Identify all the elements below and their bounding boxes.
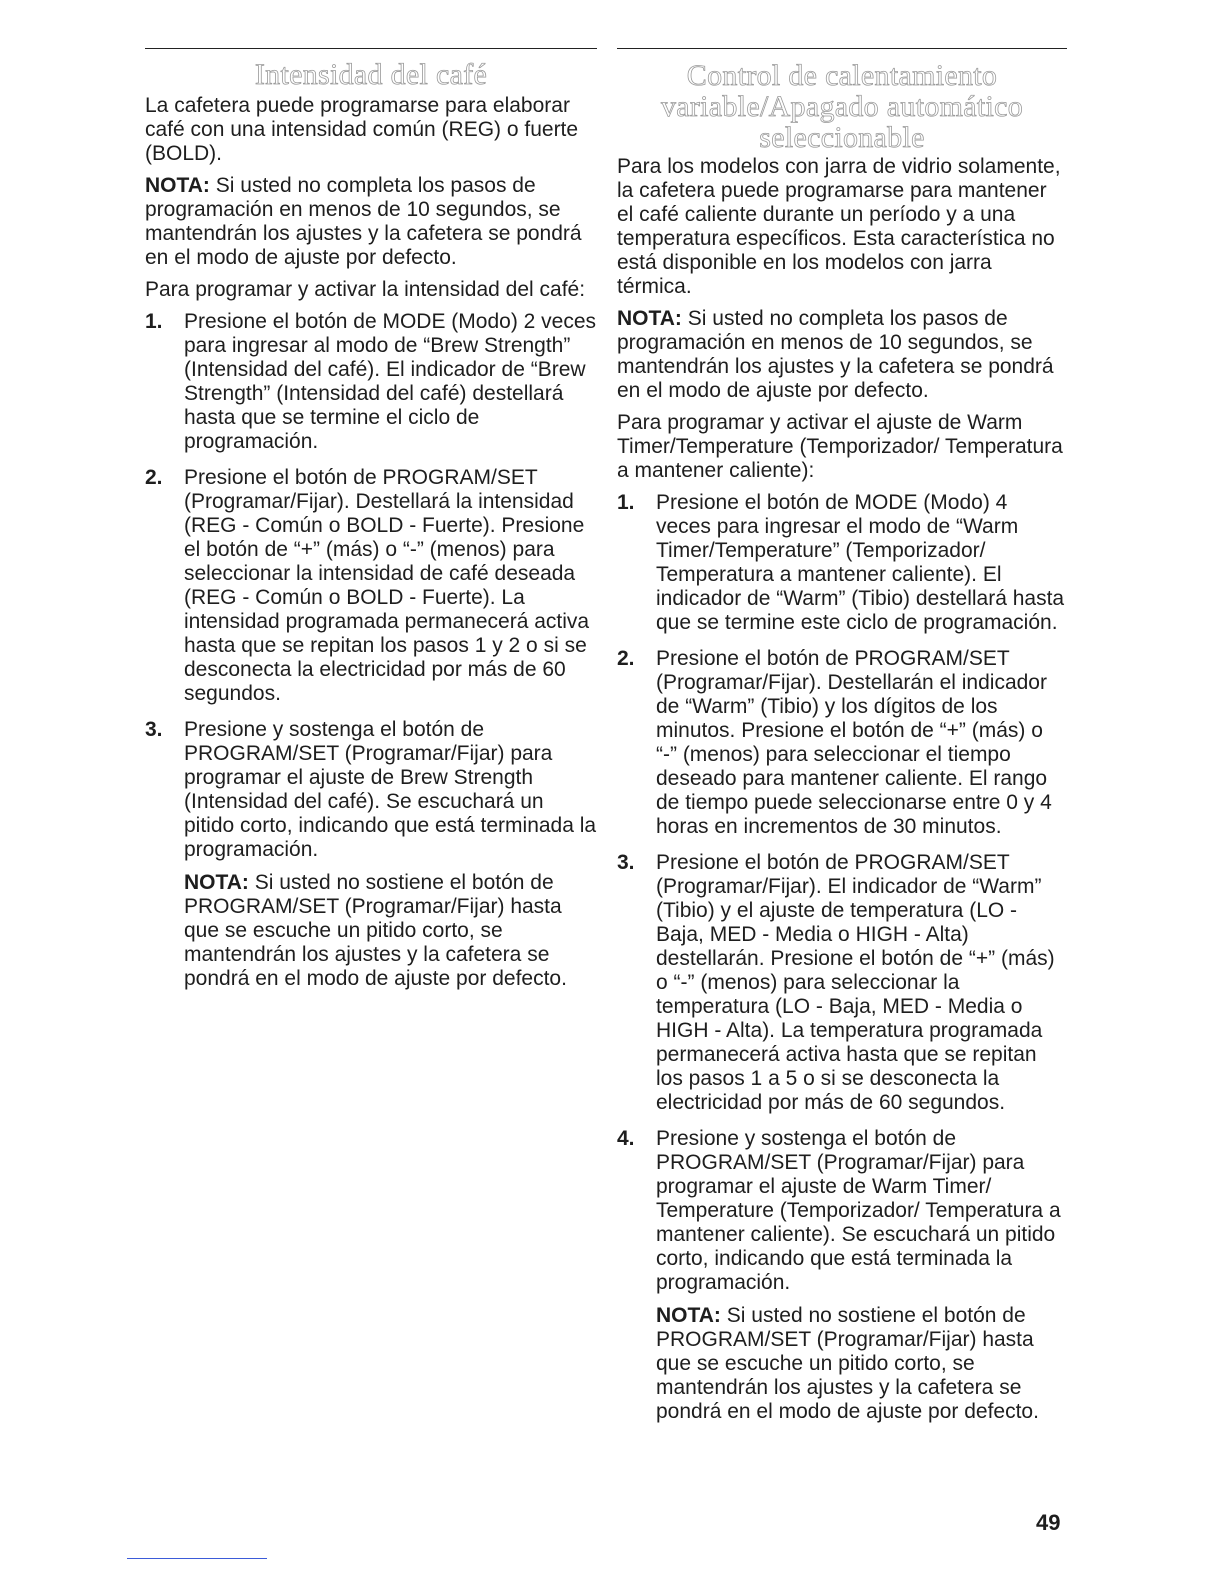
step-number: 1. bbox=[617, 491, 635, 514]
right-top-rule bbox=[617, 48, 1067, 49]
list-item bbox=[617, 1127, 1067, 1424]
step-text: Presione el botón de PROGRAM/SET (Programar/Fijar). Destellarán el indicador de “Warm” (Tibio) y los dígitos de los minutos. Presione el botón de “+” (más) o “-” (menos) para seleccionar el tiempo deseado para mantener caliente. El rango de tiempo puede seleccionarse entre 0 y 4 horas en incrementos de 30 minutos. bbox=[656, 647, 1052, 838]
step-text: Presione y sostenga el botón de PROGRAM/SET (Programar/Fijar) para programar el ajuste de Warm Timer/ Temperature (Temporizador/ Temperatura a mantener caliente). Se escuchará un pitido corto, indicando que está terminada la programación. bbox=[656, 1127, 1061, 1294]
step-text: Presione el botón de PROGRAM/SET (Programar/Fijar). El indicador de “Warm” (Tibio) y el ajuste de temperatura (LO - Baja, MED - Media o HIGH - Alta) destellarán. Presione el botón de “+” (más) o “-” (menos) para seleccionar la temperatura (LO - Baja, MED - Media o HIGH - Alta). La temperatura programada permanecerá activa hasta que se repitan los pasos 1 a 5 o si se desconecta la electricidad por más de 60 segundos. bbox=[656, 851, 1055, 1114]
step-text: Presione el botón de MODE (Modo) 4 veces para ingresar el modo de “Warm Timer/Temperature” (Temporizador/ Temperatura a mantener caliente). El indicador de “Warm” (Tibio) destellará hasta que se termine este ciclo de programación. bbox=[656, 491, 1065, 634]
step-number: 2. bbox=[145, 466, 163, 489]
step-text: Presione y sostenga el botón de PROGRAM/SET (Programar/Fijar) para programar el ajuste de Brew Strength (Intensidad del café). Se escuchará un pitido corto, indicando que está terminada la programación. bbox=[184, 718, 597, 861]
nota-label: NOTA: bbox=[184, 871, 249, 894]
left-section-heading: Intensidad del café bbox=[254, 58, 488, 91]
left-top-rule bbox=[145, 48, 597, 49]
list-item bbox=[145, 718, 597, 991]
step-number: 3. bbox=[145, 718, 163, 741]
left-lead-paragraph: Para programar y activar la intensidad del café: bbox=[145, 278, 586, 301]
right-intro-paragraph: Para los modelos con jarra de vidrio solamente, la cafetera puede programarse para mantener el café caliente durante un período y a una temperatura específicos. Esta característica no está disponible en los modelos con jarra térmica. bbox=[617, 155, 1061, 298]
right-steps-list bbox=[617, 491, 1067, 1424]
step-number: 2. bbox=[617, 647, 635, 670]
right-column bbox=[617, 48, 1067, 1436]
right-nota-paragraph bbox=[617, 307, 1067, 403]
nota-text: Si usted no sostiene el botón de PROGRAM/SET (Programar/Fijar) hasta que se escuche un pitido corto, se mantendrán los ajustes y la cafetera se pondrá en el modo de ajuste por defecto. bbox=[184, 871, 567, 990]
nota-text: Si usted no sostiene el botón de PROGRAM/SET (Programar/Fijar) hasta que se escuche un pitido corto, se mantendrán los ajustes y la cafetera se pondrá en el modo de ajuste por defecto. bbox=[656, 1304, 1039, 1423]
step-note bbox=[184, 871, 597, 991]
step-note bbox=[656, 1304, 1067, 1424]
heading-line: variable/Apagado automático bbox=[660, 90, 1024, 123]
left-nota-paragraph bbox=[145, 174, 597, 270]
nota-label: NOTA: bbox=[656, 1304, 721, 1327]
right-section-heading bbox=[617, 60, 1067, 153]
step-number: 3. bbox=[617, 851, 635, 874]
list-item bbox=[617, 851, 1067, 1115]
step-number: 1. bbox=[145, 310, 163, 333]
left-intro-paragraph: La cafetera puede programarse para elaborar café con una intensidad común (REG) o fuerte (BOLD). bbox=[145, 94, 579, 165]
step-text: Presione el botón de PROGRAM/SET (Programar/Fijar). Destellará la intensidad (REG - Común o BOLD - Fuerte). Presione el botón de “+” (más) o “-” (menos) para seleccionar la intensidad de café deseada (REG - Común o BOLD - Fuerte). La intensidad programada permanecerá activa hasta que se repitan los pasos 1 y 2 o si se desconecta la electricidad por más de 60 segundos. bbox=[184, 466, 590, 705]
left-steps-list bbox=[145, 310, 597, 991]
footer-divider bbox=[127, 1558, 267, 1559]
page-number: 49 bbox=[1036, 1510, 1061, 1535]
step-text: Presione el botón de MODE (Modo) 2 veces para ingresar al modo de “Brew Strength” (Intensidad del café). El indicador de “Brew Strength” (Intensidad del café) destellará hasta que se termine el ciclo de programación. bbox=[184, 310, 597, 453]
list-item bbox=[145, 466, 597, 706]
right-lead-paragraph: Para programar y activar el ajuste de Warm Timer/Temperature (Temporizador/ Temperatura a mantener caliente): bbox=[617, 411, 1063, 482]
list-item bbox=[617, 491, 1067, 635]
list-item bbox=[145, 310, 597, 454]
heading-line: seleccionable bbox=[759, 121, 925, 154]
nota-text: Si usted no completa los pasos de programación en menos de 10 segundos, se mantendrán los ajustes y la cafetera se pondrá en el modo de ajuste por defecto. bbox=[145, 174, 582, 269]
nota-text: Si usted no completa los pasos de programación en menos de 10 segundos, se mantendrán los ajustes y la cafetera se pondrá en el modo de ajuste por defecto. bbox=[617, 307, 1054, 402]
left-column bbox=[145, 48, 597, 1003]
list-item bbox=[617, 647, 1067, 839]
nota-label: NOTA: bbox=[145, 174, 210, 197]
heading-line: Control de calentamiento bbox=[686, 59, 998, 92]
step-number: 4. bbox=[617, 1127, 635, 1150]
nota-label: NOTA: bbox=[617, 307, 682, 330]
